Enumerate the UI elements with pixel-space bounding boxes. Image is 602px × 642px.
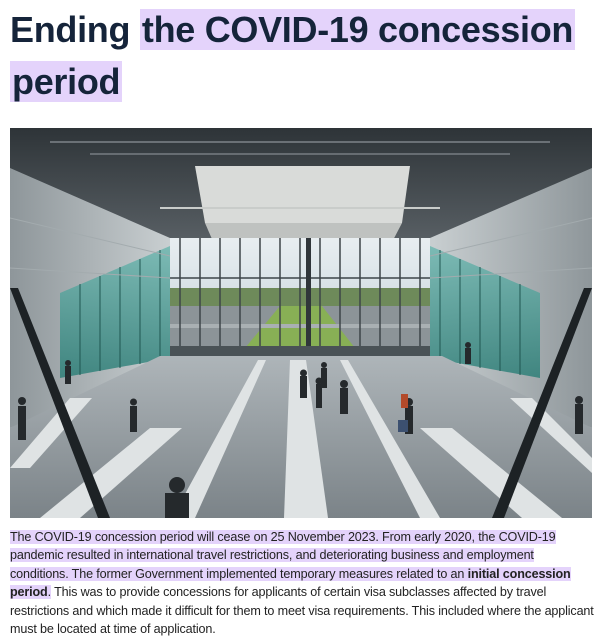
paragraph-segment-1: The COVID-19 concession period will cease on 25 November 2023. From early 2020, the COVID-19 pandemic resulted in international travel restrictions, and deteriorating business and employment conditions. The former Government implemented temporary measures related to an: [10, 530, 556, 581]
paragraph-segment-3: This was to provide concessions for applicants of certain visa subclasses affected by travel restrictions and which made it difficult for them to meet visa requirements. This included where the applicant must be located at time of application.: [10, 585, 594, 637]
page-title: [10, 4, 595, 108]
airport-terminal-illustration: [10, 128, 592, 518]
title-prefix: Ending: [10, 9, 131, 50]
initial-concession-period-term: initial concession period: [10, 566, 571, 600]
airport-terminal-photo: [10, 128, 592, 518]
paragraph-segment-2: .: [47, 585, 51, 600]
title-highlight: the COVID-19 concession period: [12, 9, 574, 102]
article-paragraph: [10, 528, 595, 638]
